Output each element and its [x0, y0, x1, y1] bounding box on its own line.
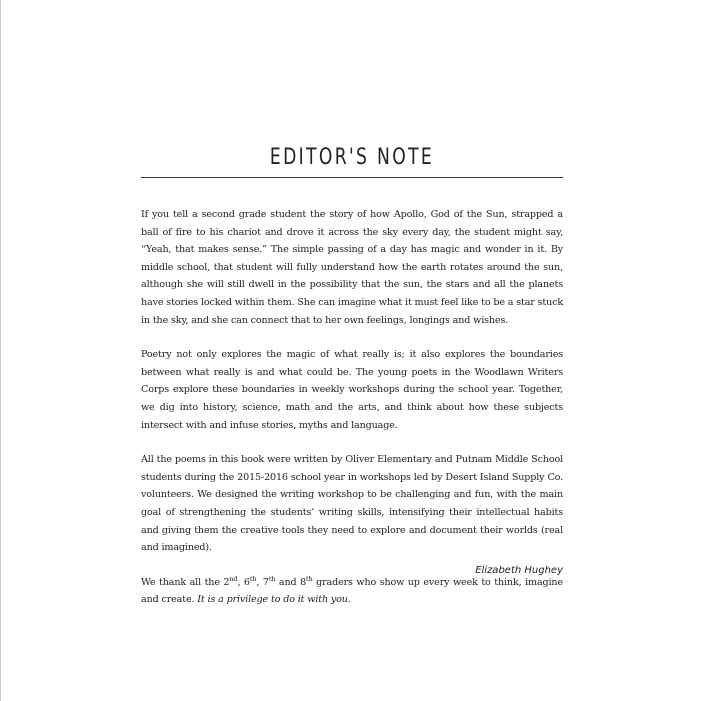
- ordinal-suffix-8th: th: [306, 574, 313, 583]
- note-body: [141, 206, 563, 626]
- page-title: EDITOR'S NOTE: [269, 144, 435, 170]
- thanks-text-2: , 6: [237, 576, 250, 588]
- paragraph-3: All the poems in this book were written by Oliver Elementary and Putnam Middle School students during the 2015-2016 school year in workshops led by Desert Island Supply Co. volunteers. We designed the writing workshop to be challenging and fun, with the main goal of strengthening the students’ writing skills, intensifying their intellectual habits and giving them the creative tools they need to explore and document their worlds (real and imagined).: [141, 454, 563, 554]
- signature: Elizabeth Hughey: [475, 565, 563, 576]
- ordinal-suffix-2nd: nd: [229, 574, 238, 583]
- paragraph-2: Poetry not only explores the magic of what really is; it also explores the boundaries between what really is and what could be. The young poets in the Woodlawn Writers Corps explore these boundaries in weekly workshops during the school year. Together, we dig into history, science, math and the arts, and think about how these subjects intersect with and infuse stories, myths and language.: [141, 349, 563, 431]
- thanks-text-4: and 8: [275, 576, 307, 588]
- ordinal-suffix-7th: th: [268, 574, 276, 583]
- title-rule: [141, 177, 563, 178]
- paragraph-4: [141, 574, 563, 609]
- thanks-text-5: graders who show up every week to think, imagine and create.: [141, 576, 563, 606]
- thanks-text-3: , 7: [256, 576, 269, 588]
- thanks-text-1: We thank all the 2: [141, 576, 230, 588]
- paragraph-1: If you tell a second grade student the story of how Apollo, God of the Sun, strapped a ball of fire to his chariot and drove it across the sky every day, the student might say, “Yeah, that makes sense.” The simple passing of a day has magic and wonder in it. By middle school, that student will fully understand how the earth rotates around the sun, although she will still dwell in the possibility that the sun, the stars and all the planets have stories locked within them. She can imagine what it must feel like to be a star stuck in the sky, and she can connect that to her own feelings, longings and wishes.: [141, 209, 564, 326]
- ordinal-suffix-6th: th: [249, 574, 257, 583]
- closing-line: It is a privilege to do it with you.: [197, 594, 351, 606]
- page-edge: [0, 0, 1, 701]
